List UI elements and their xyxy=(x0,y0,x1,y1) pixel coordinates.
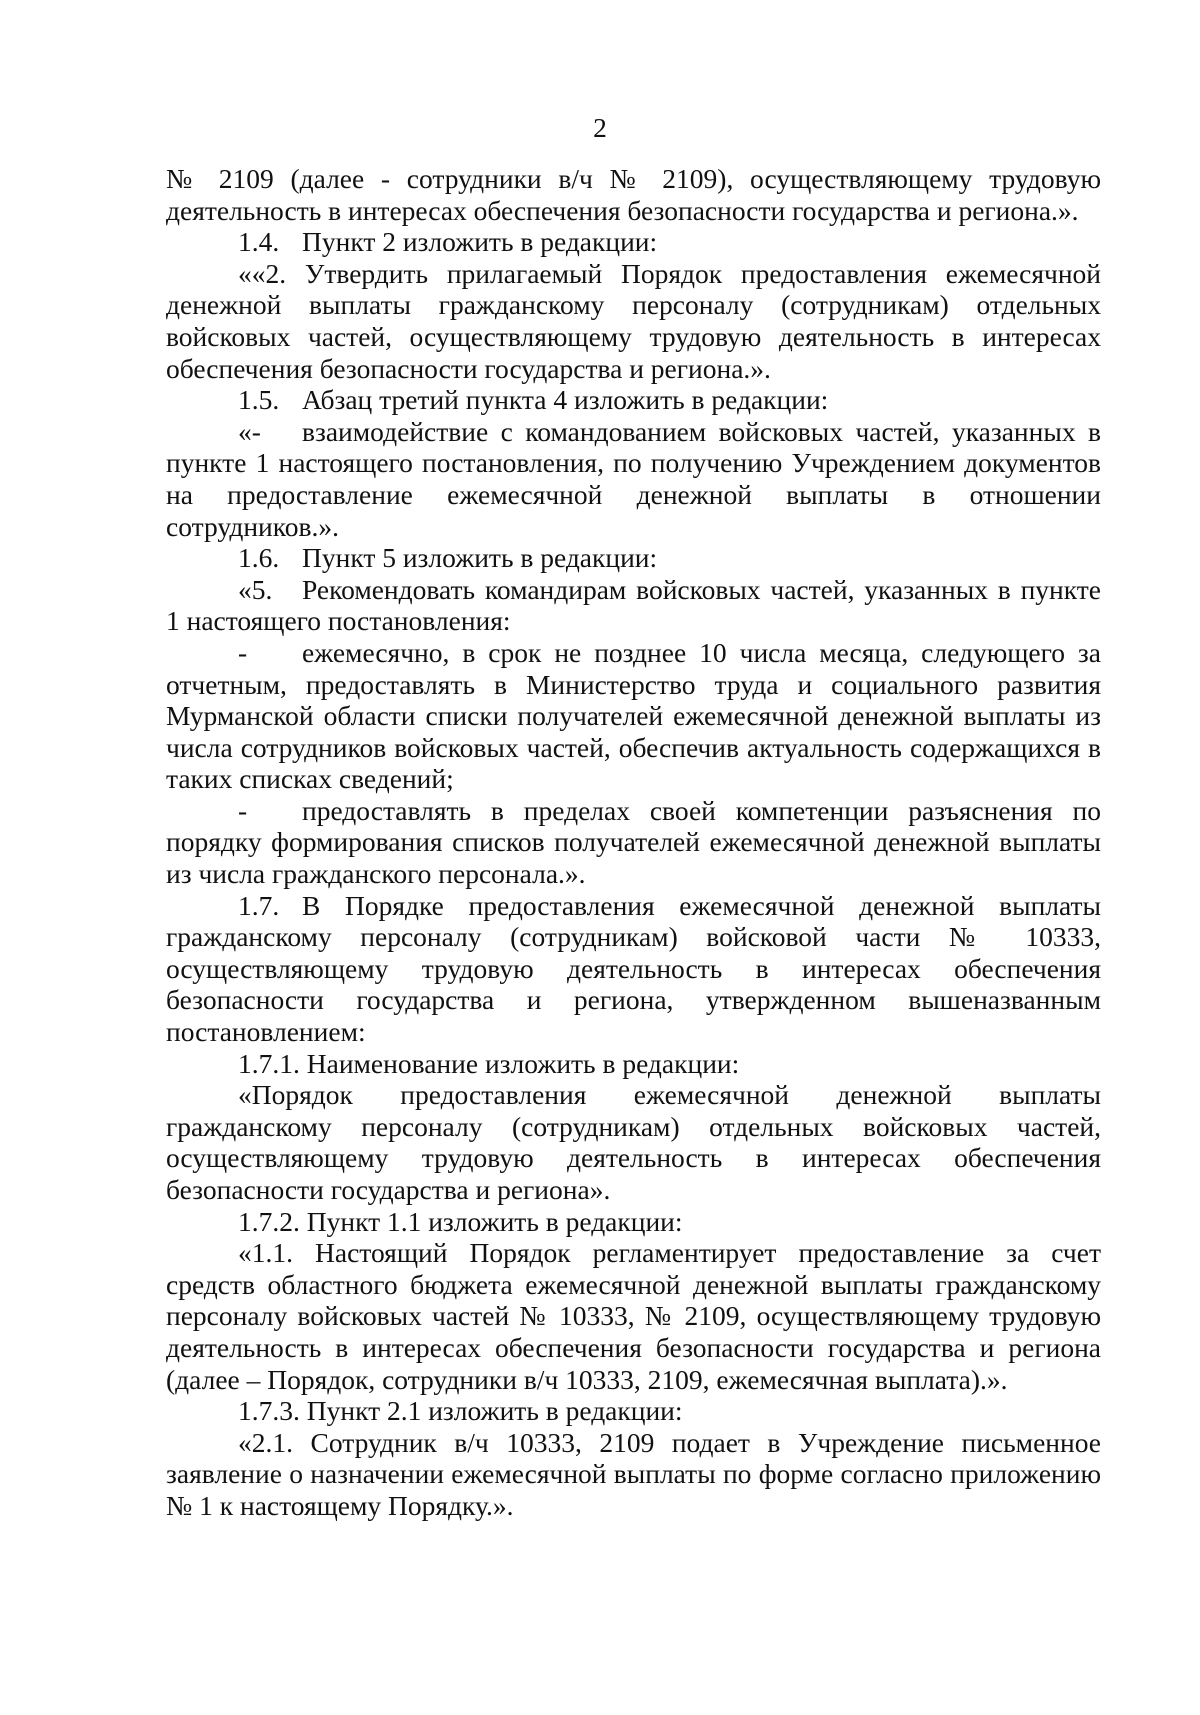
clause-number: 1.5. xyxy=(238,384,280,416)
paragraph-1-5 xyxy=(166,384,1101,416)
paragraph-1-7-2: 1.7.2. Пункт 1.1 изложить в редакции: xyxy=(238,1205,683,1237)
clause-number: 1.7. xyxy=(238,889,280,921)
paragraph-1-7 xyxy=(166,890,1101,1048)
document-body xyxy=(166,163,1101,1522)
paragraph-quote-5 xyxy=(166,574,1101,637)
clause-number: 1.6. xyxy=(238,542,280,574)
paragraph-quote-2-1: «2.1. Сотрудник в/ч 10333, 2109 подает в Учреждение письменное заявление о назначении ежемесячной выплаты по форме согласно приложению № 1 к настоящему Порядку.». xyxy=(166,1426,1101,1521)
clause-text: Пункт 2 изложить в редакции: xyxy=(302,226,658,258)
paragraph-quote-title: «Порядок предоставления ежемесячной денежной выплаты гражданскому персоналу (сотрудникам) отдельных войсковых частей, осуществляющему трудовую деятельность в интересах обеспечения безопасности государства и региона». xyxy=(166,1079,1101,1205)
list-marker: - xyxy=(238,794,248,826)
list-item-monthly xyxy=(166,637,1101,795)
clause-text: предоставлять в пределах своей компетенции разъяснения по порядку формирования списков получателей ежемесячной денежной выплаты из числа гражданского персонала.». xyxy=(166,794,1101,890)
clause-text: взаимодействие с командованием войсковых частей, указанных в пункте 1 настоящего постановления, по получению Учреждением документов на предоставление ежемесячной денежной выплаты в отношении сотрудников.». xyxy=(166,415,1101,542)
paragraph-quote-1-1: «1.1. Настоящий Порядок регламентирует предоставление за счет средств областного бюджета ежемесячной денежной выплаты гражданскому персоналу войсковых частей № 10333, № 2109, осуществляющему трудовую деятельность в интересах обеспечения безопасности государства и региона (далее – Порядок, сотрудники в/ч 10333, 2109, ежемесячная выплата).». xyxy=(166,1237,1101,1395)
paragraph-1-7-3: 1.7.3. Пункт 2.1 изложить в редакции: xyxy=(238,1395,683,1427)
list-marker: «5. xyxy=(238,573,273,605)
clause-text: Рекомендовать командирам войсковых частей, указанных в пункте 1 настоящего постановления: xyxy=(166,573,1101,637)
page-number: 2 xyxy=(593,112,607,143)
paragraph-1-4 xyxy=(166,226,1101,258)
list-marker: «- xyxy=(238,415,261,447)
list-marker: - xyxy=(238,636,248,668)
clause-text: Абзац третий пункта 4 изложить в редакции: xyxy=(302,384,829,416)
paragraph-continuation: № 2109 (далее - сотрудники в/ч № 2109), осуществляющему трудовую деятельность в интересах обеспечения безопасности государства и региона.». xyxy=(166,163,1101,226)
paragraph-quote-2: ««2. Утвердить прилагаемый Порядок предоставления ежемесячной денежной выплаты гражданскому персоналу (сотрудникам) отдельных войсковых частей, осуществляющему трудовую деятельность в интересах обеспечения безопасности государства и региона.». xyxy=(166,257,1101,384)
list-item-explanations xyxy=(166,795,1101,890)
clause-text: Пункт 5 изложить в редакции: xyxy=(302,542,658,574)
paragraph-1-7-1: 1.7.1. Наименование изложить в редакции: xyxy=(238,1047,740,1079)
clause-text: ежемесячно, в срок не позднее 10 числа месяца, следующего за отчетным, предоставлять в Министерство труда и социального развития Мурманской области списки получателей ежемесячной денежной выплаты из числа сотрудников войсковых частей, обеспечив актуальность содержащихся в таких списках сведений; xyxy=(166,636,1101,795)
clause-number: 1.4. xyxy=(238,226,280,258)
paragraph-quote-interaction xyxy=(166,416,1101,542)
paragraph-1-6 xyxy=(166,542,1101,574)
clause-text: В Порядке предоставления ежемесячной денежной выплаты гражданскому персоналу (сотрудникам) войсковой части № 10333, осуществляющему трудовую деятельность в интересах обеспечения безопасности государства и региона, утвержденном вышеназванным постановлением: xyxy=(166,889,1101,1048)
